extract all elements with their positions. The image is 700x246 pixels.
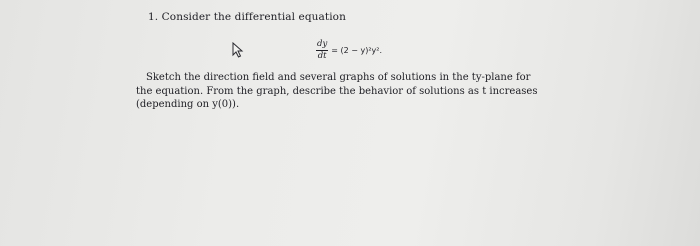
differential-equation (316, 40, 382, 60)
problem-heading: 1. Consider the differential equation (148, 11, 346, 23)
problem-instructions (136, 71, 576, 112)
fraction-denominator: dt (317, 50, 327, 61)
instruction-line: (depending on y(0)). (136, 99, 240, 110)
derivative-fraction (316, 40, 328, 60)
instruction-line: Sketch the direction field and several graphs of solutions in the ty-plane for (146, 72, 531, 83)
equation-right-side: = (2 − y)²y². (331, 45, 383, 55)
fraction-numerator: dy (317, 39, 328, 49)
mouse-pointer-icon (231, 42, 245, 58)
instruction-line: the equation. From the graph, describe the behavior of solutions as t increases (136, 85, 538, 97)
